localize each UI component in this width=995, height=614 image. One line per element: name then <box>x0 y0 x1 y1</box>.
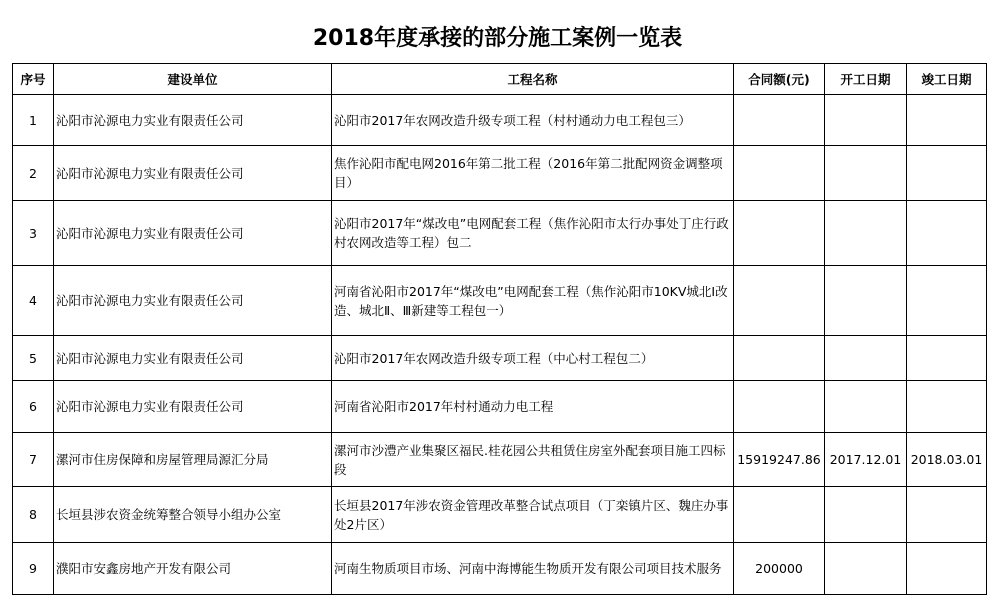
header-index: 序号 <box>13 64 54 95</box>
row-amount: 15919247.86 <box>734 433 825 487</box>
row-amount <box>734 487 825 543</box>
row-end <box>907 543 987 595</box>
row-start <box>825 487 907 543</box>
row-index: 9 <box>13 543 54 595</box>
row-amount <box>734 336 825 381</box>
row-start <box>825 543 907 595</box>
row-amount <box>734 146 825 201</box>
row-project: 漯河市沙澧产业集聚区福民.桂花园公共租赁住房室外配套项目施工四标段 <box>332 433 734 487</box>
header-row <box>13 64 987 95</box>
row-unit: 漯河市住房保障和房屋管理局源汇分局 <box>54 433 332 487</box>
row-project: 河南省沁阳市2017年村村通动力电工程 <box>332 381 734 433</box>
table-row <box>13 487 987 543</box>
row-amount: 200000 <box>734 543 825 595</box>
row-project: 沁阳市2017年农网改造升级专项工程（中心村工程包二） <box>332 336 734 381</box>
row-unit: 沁阳市沁源电力实业有限责任公司 <box>54 336 332 381</box>
row-index: 1 <box>13 95 54 146</box>
row-amount <box>734 201 825 266</box>
row-amount <box>734 95 825 146</box>
row-end <box>907 336 987 381</box>
row-index: 5 <box>13 336 54 381</box>
table-row <box>13 201 987 266</box>
row-start <box>825 381 907 433</box>
table-row <box>13 543 987 595</box>
row-unit: 沁阳市沁源电力实业有限责任公司 <box>54 146 332 201</box>
row-amount <box>734 381 825 433</box>
row-end <box>907 95 987 146</box>
project-table <box>12 63 987 595</box>
row-index: 4 <box>13 266 54 336</box>
row-unit: 沁阳市沁源电力实业有限责任公司 <box>54 266 332 336</box>
row-start <box>825 201 907 266</box>
row-end <box>907 201 987 266</box>
row-amount <box>734 266 825 336</box>
row-start: 2017.12.01 <box>825 433 907 487</box>
row-end <box>907 146 987 201</box>
row-end <box>907 381 987 433</box>
table-row <box>13 336 987 381</box>
page-title: 2018年度承接的部分施工案例一览表 <box>312 26 683 51</box>
row-index: 6 <box>13 381 54 433</box>
table-row <box>13 381 987 433</box>
row-unit: 沁阳市沁源电力实业有限责任公司 <box>54 95 332 146</box>
row-index: 2 <box>13 146 54 201</box>
header-start: 开工日期 <box>825 64 907 95</box>
table-row <box>13 266 987 336</box>
row-project: 沁阳市2017年“煤改电”电网配套工程（焦作沁阳市太行办事处丁庄行政村农网改造等工程）包二 <box>332 201 734 266</box>
header-project: 工程名称 <box>332 64 734 95</box>
row-end <box>907 487 987 543</box>
table-row <box>13 433 987 487</box>
row-start <box>825 336 907 381</box>
row-project: 长垣县2017年涉农资金管理改革整合试点项目（丁栾镇片区、魏庄办事处2片区） <box>332 487 734 543</box>
row-index: 3 <box>13 201 54 266</box>
table-row <box>13 146 987 201</box>
header-end: 竣工日期 <box>907 64 987 95</box>
header-unit: 建设单位 <box>54 64 332 95</box>
row-project: 河南省沁阳市2017年“煤改电”电网配套工程（焦作沁阳市10KV城北Ⅰ改造、城北Ⅱ、Ⅲ新建等工程包一） <box>332 266 734 336</box>
row-unit: 沁阳市沁源电力实业有限责任公司 <box>54 381 332 433</box>
row-end <box>907 266 987 336</box>
row-index: 7 <box>13 433 54 487</box>
table-row <box>13 95 987 146</box>
header-amount: 合同额(元) <box>734 64 825 95</box>
row-unit: 沁阳市沁源电力实业有限责任公司 <box>54 201 332 266</box>
row-start <box>825 266 907 336</box>
row-project: 沁阳市2017年农网改造升级专项工程（村村通动力电工程包三） <box>332 95 734 146</box>
row-project: 河南生物质项目市场、河南中海博能生物质开发有限公司项目技术服务 <box>332 543 734 595</box>
row-start <box>825 146 907 201</box>
row-project: 焦作沁阳市配电网2016年第二批工程（2016年第二批配网资金调整项目） <box>332 146 734 201</box>
row-end: 2018.03.01 <box>907 433 987 487</box>
row-index: 8 <box>13 487 54 543</box>
row-unit: 濮阳市安鑫房地产开发有限公司 <box>54 543 332 595</box>
row-unit: 长垣县涉农资金统筹整合领导小组办公室 <box>54 487 332 543</box>
row-start <box>825 95 907 146</box>
